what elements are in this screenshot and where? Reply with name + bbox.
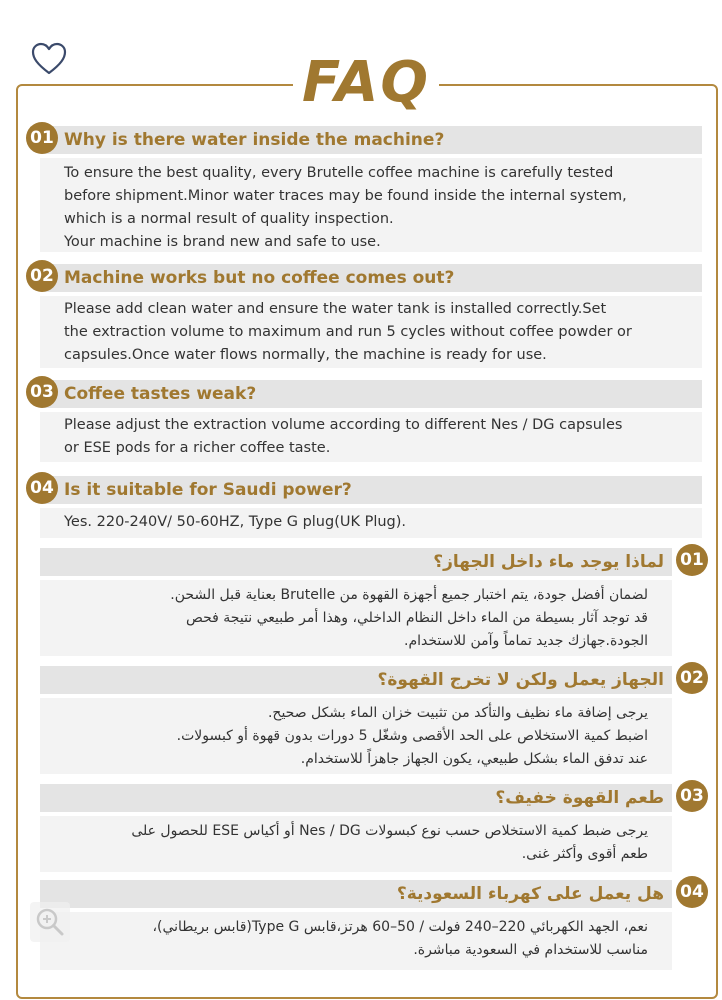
answer-box [40,412,702,462]
zoom-icon[interactable] [30,902,70,942]
answer-line: Please add clean water and ensure the water tank is installed correctly.Set [64,301,607,317]
question-text: هل يعمل على كهرباء السعودية؟ [396,884,664,904]
answer-line: Your machine is brand new and safe to use. [64,234,381,250]
question-text: Machine works but no coffee comes out? [64,268,455,288]
answer-line: قد توجد آثار بسيطة من الماء داخل النظام الداخلي، وهذا أمر طبيعي نتيجة فحص [185,610,648,626]
question-number: 04 [26,472,58,504]
answer-line: الجودة.جهازك جديد تماماً وآمن للاستخدام. [404,633,648,649]
answer-line: before shipment.Minor water traces may be found inside the internal system, [64,188,627,204]
question-number: 03 [676,780,708,812]
answer-line: the extraction volume to maximum and run 5 cycles without coffee powder or [64,324,632,340]
question-text: لماذا يوجد ماء داخل الجهاز؟ [433,552,664,572]
answer-line: which is a normal result of quality inspection. [64,211,394,227]
question-text: Is it suitable for Saudi power? [64,480,352,500]
answer-line: Yes. 220-240V/ 50-60HZ, Type G plug(UK Plug). [64,514,407,530]
answer-box [40,698,672,774]
question-text: الجهاز يعمل ولكن لا تخرج القهوة؟ [377,670,664,690]
answer-box [40,158,702,252]
answer-line: اضبط كمية الاستخلاص على الحد الأقصى وشغّل 5 دورات بدون قهوة أو كبسولات. [176,728,648,744]
heart-icon[interactable] [31,42,67,76]
answer-line: يرجى إضافة ماء نظيف والتأكد من تثبيت خزان الماء بشكل صحيح. [267,705,648,721]
answer-box [40,296,702,368]
question-number: 02 [26,260,58,292]
question-text: Coffee tastes weak? [64,384,257,404]
answer-line: نعم، الجهد الكهربائي 220–240 فولت / 50–60 هرتز،قابس Type G(قابس بريطاني)، [152,919,648,935]
question-number: 01 [26,122,58,154]
answer-line: Please adjust the extraction volume according to different Nes / DG capsules [64,417,623,433]
answer-line: طعم أقوى وأكثر غنى. [521,846,648,862]
question-text: Why is there water inside the machine? [64,130,445,150]
answer-line: مناسب للاستخدام في السعودية مباشرة. [413,942,648,958]
answer-line: عند تدفق الماء بشكل طبيعي، يكون الجهاز جاهزاً للاستخدام. [300,751,648,767]
question-number: 02 [676,662,708,694]
answer-box [40,816,672,872]
answer-line: يرجى ضبط كمية الاستخلاص حسب نوع كبسولات Nes / DG أو أكياس ESE للحصول على [131,823,648,839]
question-number: 01 [676,544,708,576]
faq-title: FAQ [293,50,439,120]
question-number: 03 [26,376,58,408]
answer-box [40,580,672,656]
question-number: 04 [676,876,708,908]
answer-box [40,508,702,538]
answer-line: capsules.Once water flows normally, the machine is ready for use. [64,347,547,363]
answer-box [40,912,672,970]
answer-line: or ESE pods for a richer coffee taste. [64,440,331,456]
answer-line: To ensure the best quality, every Brutelle coffee machine is carefully tested [64,165,614,181]
question-text: طعم القهوة خفيف؟ [495,788,664,808]
answer-line: لضمان أفضل جودة، يتم اختبار جميع أجهزة القهوة من Brutelle بعناية قبل الشحن. [170,587,648,603]
